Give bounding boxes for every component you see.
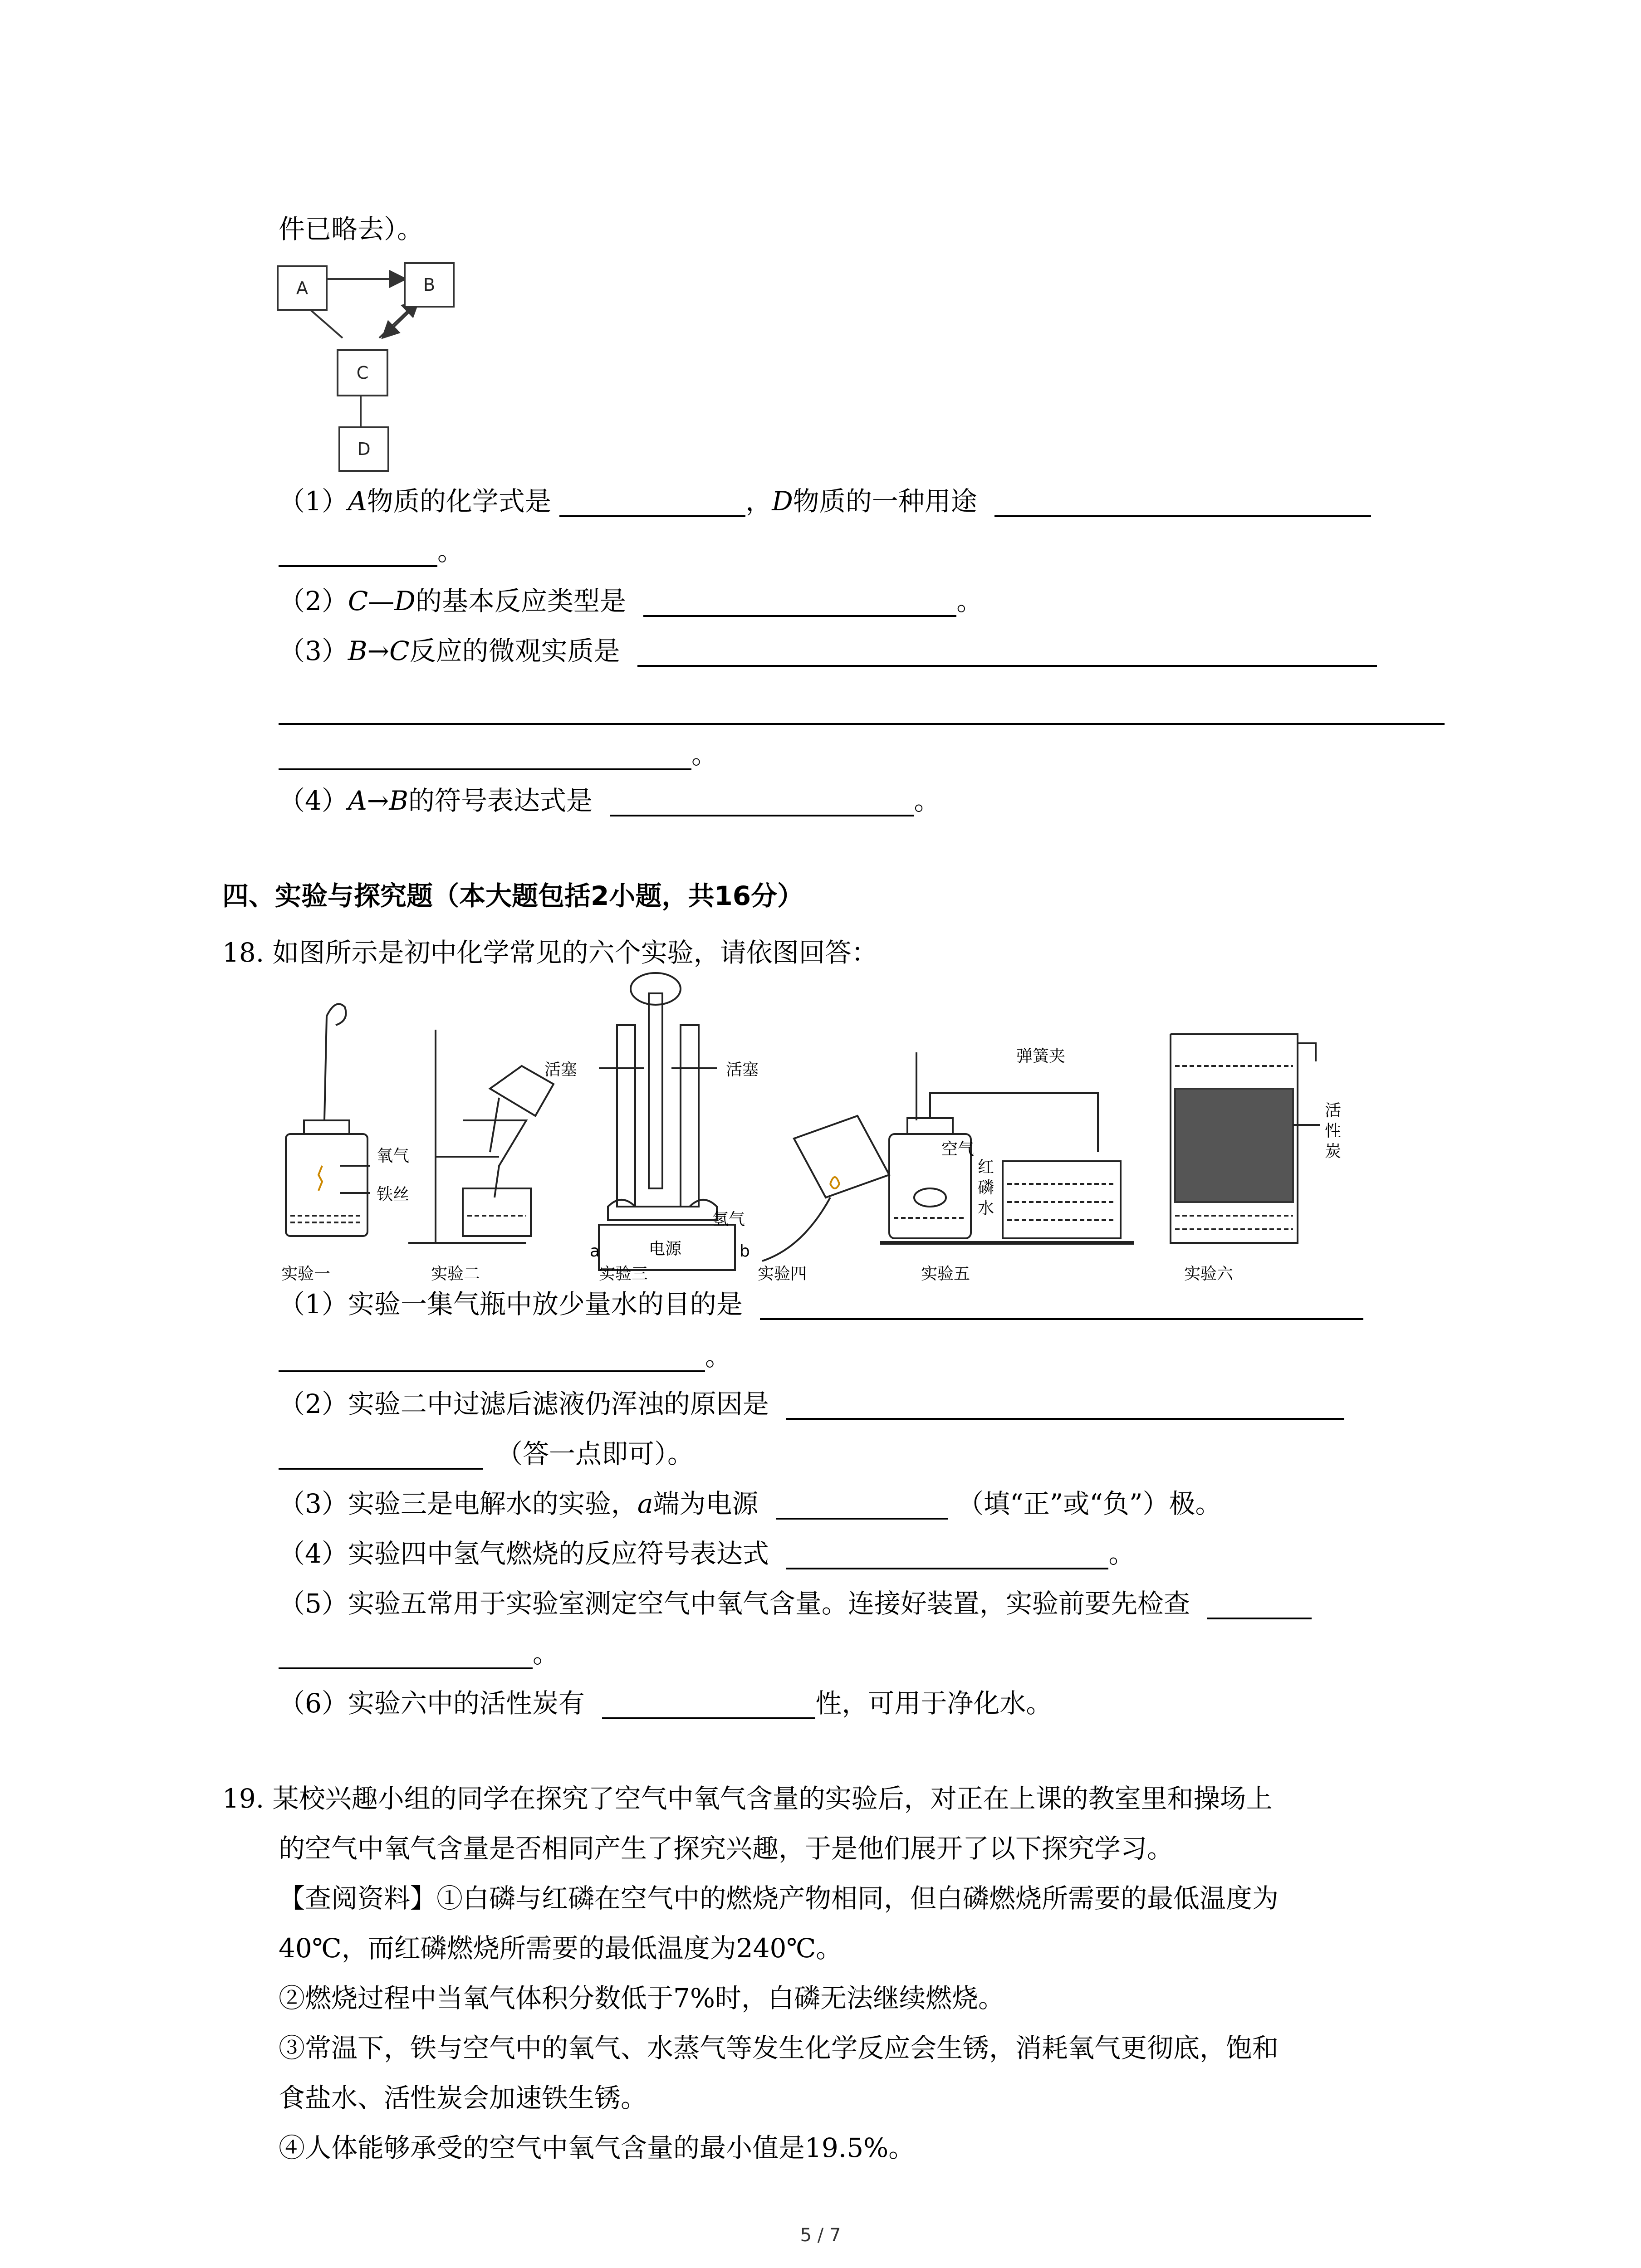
exp2-filtration <box>408 1030 554 1243</box>
box-b: B <box>404 262 455 308</box>
intro-tail-text: 件已略去）。 <box>279 214 424 244</box>
q19-line3: 【查阅资料】①白磷与红磷在空气中的燃烧产物相同，但白磷燃烧所需要的最低温度为 <box>279 1883 1279 1914</box>
q18-part1-cont: 。 <box>279 1340 731 1372</box>
q18-4-answer-blank[interactable] <box>786 1540 1108 1569</box>
label-air: 空气 <box>941 1140 975 1158</box>
q17-part4: （4）A→B的符号表达式是 。 <box>279 785 941 816</box>
box-d: D <box>338 426 389 472</box>
q19-line2: 的空气中氧气含量是否相同产生了探究兴趣，于是他们展开了以下探究学习。 <box>279 1833 1174 1864</box>
q19-line6: ③常温下，铁与空气中的氧气、水蒸气等发生化学反应会生锈，消耗氧气更彻底，饱和 <box>279 2033 1279 2063</box>
label-red2: 磷 <box>978 1178 994 1197</box>
label-exp1: 实验一 <box>281 1265 331 1283</box>
exp5-oxygen-content <box>880 1052 1134 1243</box>
q18-part6: （6）实验六中的活性炭有 性，可用于净化水。 <box>279 1688 1053 1719</box>
q17-1-answer-blank-c[interactable] <box>279 538 437 567</box>
exp4-hydrogen <box>762 1116 889 1261</box>
q17-part1-cont: 。 <box>279 535 464 567</box>
q19-line7: 食盐水、活性炭会加速铁生锈。 <box>279 2082 647 2113</box>
q17-2-answer-blank[interactable] <box>643 588 956 617</box>
q18-part2: （2）实验二中过滤后滤液仍浑浊的原因是 <box>279 1388 1344 1420</box>
q18-part1: （1）实验一集气瓶中放少量水的目的是 <box>279 1288 1363 1320</box>
q17-1-answer-blank-b[interactable] <box>994 488 1371 517</box>
page-number: 5 / 7 <box>800 2225 841 2246</box>
q18-3-answer-blank[interactable] <box>776 1491 948 1520</box>
section4-title: 四、实验与探究题（本大题包括2小题，共16分） <box>222 880 804 911</box>
q17-3-answer-blank-c[interactable] <box>279 741 691 770</box>
q19-line8: ④人体能够承受的空气中氧气含量的最小值是19.5%。 <box>279 2132 915 2163</box>
label-water: 水 <box>978 1199 994 1217</box>
q19-line1: 19. 某校兴趣小组的同学在探究了空气中氧气含量的实验后，对正在上课的教室里和操场上 <box>222 1783 1273 1814</box>
label-carbon3: 炭 <box>1325 1142 1342 1161</box>
exp1-gas-jar <box>286 1004 370 1236</box>
label-spring-clip: 弹簧夹 <box>1016 1047 1066 1066</box>
label-carbon2: 性 <box>1325 1122 1342 1140</box>
q17-1-answer-blank-a[interactable] <box>559 488 745 517</box>
q19-line4: 40℃，而红磷燃烧所需要的最低温度为240℃。 <box>279 1933 843 1964</box>
q17-3-answer-blank-b[interactable] <box>279 723 1445 725</box>
label-a: a <box>590 1242 600 1261</box>
label-exp6: 实验六 <box>1184 1265 1234 1283</box>
experiments-figure <box>272 971 1370 1288</box>
q18-5-answer-blank-a[interactable] <box>1207 1590 1312 1619</box>
exp6-activated-carbon <box>1171 1034 1320 1243</box>
q18-stem: 18. 如图所示是初中化学常见的六个实验，请依图回答： <box>222 937 878 968</box>
label-hydrogen: 氢气 <box>712 1210 745 1229</box>
box-c: C <box>337 349 388 396</box>
label-exp2: 实验二 <box>431 1265 480 1283</box>
label-b: b <box>740 1242 750 1261</box>
q18-1-answer-blank-b[interactable] <box>279 1343 705 1372</box>
label-exp5: 实验五 <box>921 1265 970 1283</box>
q17-4-answer-blank[interactable] <box>610 787 914 816</box>
q18-5-answer-blank-b[interactable] <box>279 1640 533 1669</box>
q18-part3: （3）实验三是电解水的实验，a端为电源 （填“正”或“负”）极。 <box>279 1488 1222 1519</box>
q18-2-answer-blank-a[interactable] <box>786 1391 1344 1420</box>
label-power: 电源 <box>649 1240 682 1258</box>
q17-part2: （2）C—D的基本反应类型是 。 <box>279 586 983 616</box>
q18-part2-cont: （答一点即可）。 <box>279 1438 694 1470</box>
q19-line5: ②燃烧过程中当氧气体积分数低于7%时，白磷无法继续燃烧。 <box>279 1983 1005 2014</box>
q18-6-answer-blank[interactable] <box>602 1690 815 1719</box>
box-a: A <box>277 265 328 311</box>
label-stopcock-left: 活塞 <box>544 1061 578 1079</box>
q18-part5-cont: 。 <box>279 1637 559 1669</box>
q18-2-answer-blank-b[interactable] <box>279 1441 483 1470</box>
label-exp4: 实验四 <box>758 1265 807 1283</box>
q18-part5: （5）实验五常用于实验室测定空气中氧气含量。连接好装置，实验前要先检查 <box>279 1588 1312 1619</box>
q17-part1: （1）A物质的化学式是 ，D物质的一种用途 <box>279 485 1371 517</box>
label-carbon1: 活 <box>1325 1101 1342 1120</box>
label-red1: 红 <box>978 1158 994 1177</box>
q18-part4: （4）实验四中氢气燃烧的反应符号表达式 。 <box>279 1538 1135 1569</box>
label-stopcock-right: 活塞 <box>726 1061 759 1079</box>
q18-1-answer-blank-a[interactable] <box>760 1291 1363 1320</box>
label-exp3: 实验三 <box>599 1265 648 1283</box>
label-oxygen: 氧气 <box>377 1147 410 1165</box>
q17-part3-cont: 。 <box>279 738 718 770</box>
label-iron-wire: 铁丝 <box>377 1185 410 1204</box>
q17-part3: （3）B→C反应的微观实质是 <box>279 635 1377 667</box>
q17-3-answer-blank-a[interactable] <box>637 638 1377 667</box>
